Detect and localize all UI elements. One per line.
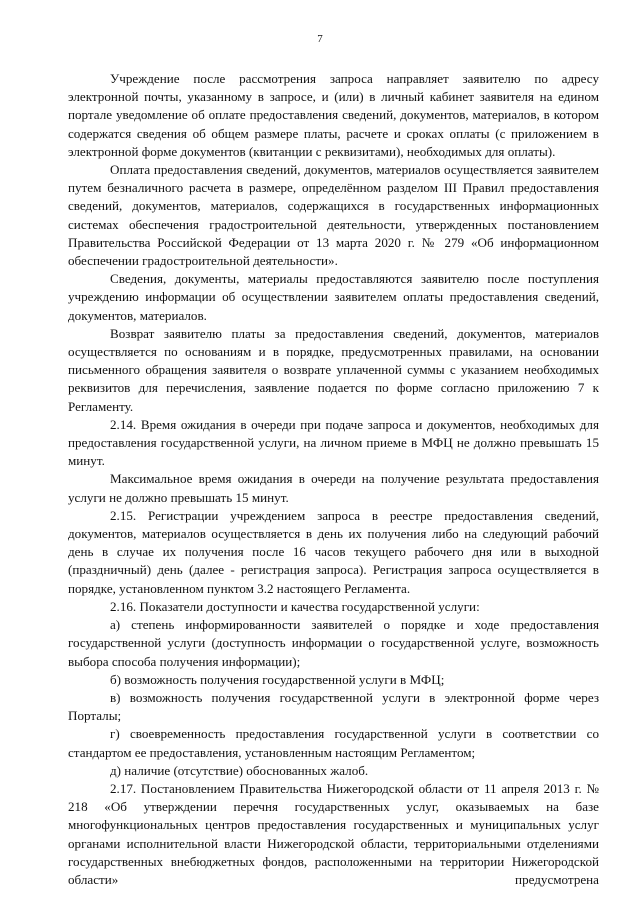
paragraph-max-waiting-time: Максимальное время ожидания в очереди на получение результата предоставления услуги не должно превышать 15 минут.	[68, 471, 599, 505]
page-number: 7	[317, 33, 323, 45]
paragraph-2-14-waiting-time: 2.14. Время ожидания в очереди при подаче запроса и документов, необходимых для предоставления государственной услуги, на личном приеме в МФЦ не должно превышать 15 минут.	[68, 416, 599, 469]
list-item-d: д) наличие (отсутствие) обоснованных жалоб.	[110, 762, 369, 778]
paragraph-provision-after-payment: Сведения, документы, материалы предоставляются заявителю после поступления учреждению информации об осуществлении заявителем оплаты предоставления сведений, документов, материалов.	[68, 271, 599, 323]
paragraph-fee-notification: Учреждение после рассмотрения запроса направляет заявителю по адресу электронной почты, указанному в запросе, и (или) в личный кабинет заявителя на едином портале уведомление об оплате предоставления сведений, документов, материалов, в котором содержатся сведения об общем размере платы, расчете и сроках оплаты (с приложением в электронной форме документов (квитанции с реквизитами), необходимых для оплаты).	[68, 71, 599, 159]
list-item-b: б) возможность получения государственной услуги в МФЦ;	[110, 671, 445, 687]
paragraph-2-15-registration: 2.15. Регистрации учреждением запроса в реестре предоставления сведений, документов, материалов осуществляется в день их получения либо на следующий рабочий день в случае их получения после 16 часов текущего рабочего дня или в выходной (праздничный) день (далее - регистрация запроса). Регистрация запроса осуществляется в порядке, установленном пунктом 3.2 настоящего Регламента.	[68, 507, 599, 596]
list-item-g: г) своевременность предоставления государственной услуги в соответствии со стандартом ее предоставления, установленным настоящим Регламентом;	[68, 726, 599, 760]
list-item-a: а) степень информированности заявителей о порядке и ходе предоставления государственной услуги (доступность информации о государственной услуге, возможность выбора способа получения информации);	[68, 617, 599, 669]
paragraph-fee-refund: Возврат заявителю платы за предоставления сведений, документов, материалов осуществляется по основаниям и в порядке, предусмотренных правилами, на основании письменного обращения заявителя о возврате уплаченной суммы с указанием необходимых реквизитов для перечисления, заявление подается по форме согласно приложению 7 к Регламенту.	[68, 325, 599, 414]
paragraph-2-16-indicators: 2.16. Показатели доступности и качества государственной услуги:	[110, 598, 480, 614]
paragraph-payment-method: Оплата предоставления сведений, документов, материалов осуществляется заявителем путем безналичного расчета в размере, определённом разделом III Правил предоставления сведений, документов, материалов, содержащихся в государственных информационных системах обеспечения градостроительной деятельности, утвержденных постановлением Правительства Российской Федерации от 13 марта 2020 г. № 279 «Об информационном обеспечении градостроительной деятельности».	[68, 162, 599, 269]
paragraph-2-17-resolution: 2.17. Постановлением Правительства Нижегородской области от 11 апреля 2013 г. № 218 «Об утверждении перечня государственных услуг, оказываемых на базе многофункциональных центров предоставления государственных и муниципальных услуг органами исполнительной власти Нижегородской области, территориальными отделениями государственных внебюджетных фондов, расположенными на территории Нижегородской области» предусмотрена	[68, 780, 599, 887]
document-body	[68, 70, 599, 889]
list-item-v: в) возможность получения государственной услуги в электронной форме через Порталы;	[68, 689, 599, 724]
